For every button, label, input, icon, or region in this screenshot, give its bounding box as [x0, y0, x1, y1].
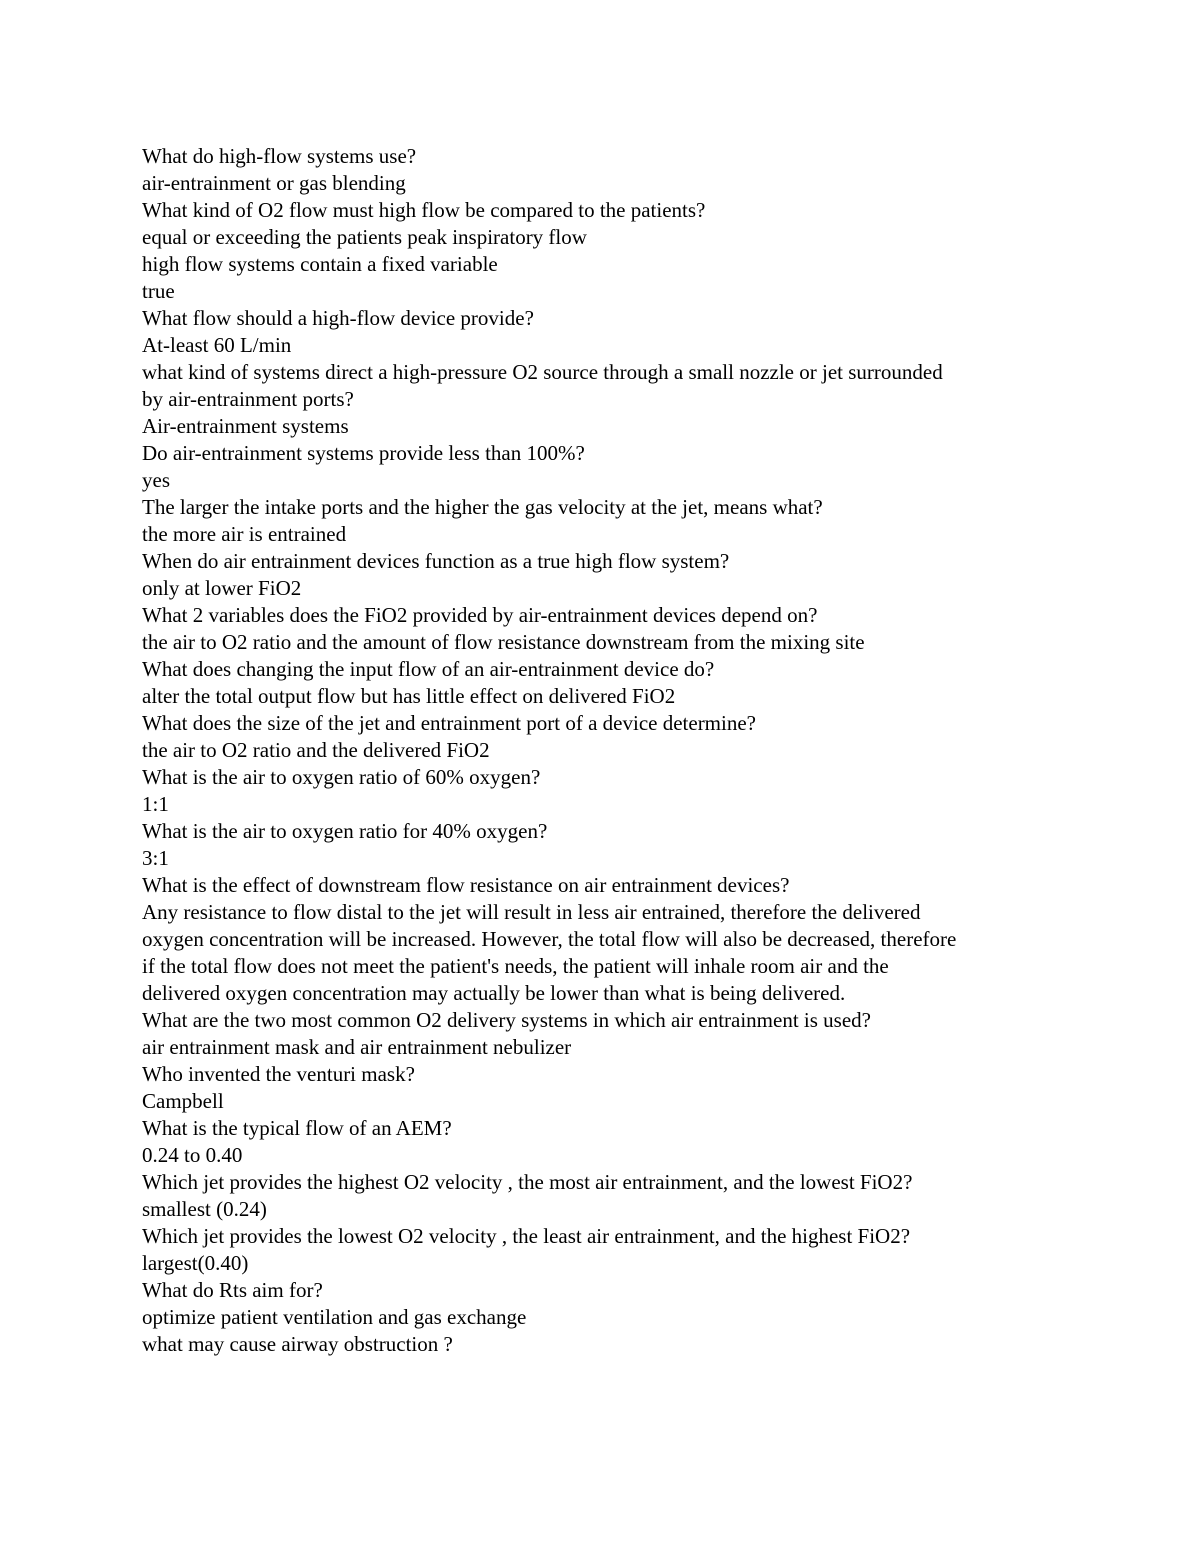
- text-line: what may cause airway obstruction ?: [142, 1332, 453, 1356]
- text-line: What are the two most common O2 delivery systems in which air entrainment is used?: [142, 1008, 871, 1032]
- text-line: Do air-entrainment systems provide less than 100%?: [142, 441, 585, 465]
- text-line: Any resistance to flow distal to the jet will result in less air entrained, therefore the delivered: [142, 900, 921, 924]
- text-line: optimize patient ventilation and gas exchange: [142, 1305, 527, 1329]
- text-line: high flow systems contain a fixed variable: [142, 252, 498, 276]
- text-line: What does changing the input flow of an air-entrainment device do?: [142, 657, 715, 681]
- text-line: Which jet provides the lowest O2 velocity , the least air entrainment, and the highest FiO2?: [142, 1224, 911, 1248]
- text-line: What is the typical flow of an AEM?: [142, 1116, 452, 1140]
- text-line: At-least 60 L/min: [142, 333, 292, 357]
- text-line: delivered oxygen concentration may actually be lower than what is being delivered.: [142, 981, 846, 1005]
- text-line: What is the air to oxygen ratio of 60% oxygen?: [142, 765, 541, 789]
- text-line: The larger the intake ports and the higher the gas velocity at the jet, means what?: [142, 495, 823, 519]
- text-line: Air-entrainment systems: [142, 414, 349, 438]
- text-line: the air to O2 ratio and the amount of flow resistance downstream from the mixing site: [142, 630, 865, 654]
- text-line: When do air entrainment devices function as a true high flow system?: [142, 549, 730, 573]
- text-line: air-entrainment or gas blending: [142, 171, 406, 195]
- text-line: 1:1: [142, 792, 169, 816]
- text-line: largest(0.40): [142, 1251, 249, 1275]
- text-line: Which jet provides the highest O2 velocity , the most air entrainment, and the lowest FiO2?: [142, 1170, 913, 1194]
- text-line: by air-entrainment ports?: [142, 387, 354, 411]
- text-line: What kind of O2 flow must high flow be compared to the patients?: [142, 198, 706, 222]
- text-line: What 2 variables does the FiO2 provided by air-entrainment devices depend on?: [142, 603, 818, 627]
- text-line: alter the total output flow but has little effect on delivered FiO2: [142, 684, 676, 708]
- text-line: the more air is entrained: [142, 522, 347, 546]
- text-line: yes: [142, 468, 170, 492]
- text-line: true: [142, 279, 175, 303]
- text-line: 0.24 to 0.40: [142, 1143, 243, 1167]
- document-body: [142, 143, 1072, 1358]
- text-line: if the total flow does not meet the patient's needs, the patient will inhale room air and the: [142, 954, 889, 978]
- text-line: What is the air to oxygen ratio for 40% oxygen?: [142, 819, 548, 843]
- text-line: 3:1: [142, 846, 169, 870]
- text-line: Who invented the venturi mask?: [142, 1062, 415, 1086]
- text-line: air entrainment mask and air entrainment nebulizer: [142, 1035, 572, 1059]
- text-line: What flow should a high-flow device provide?: [142, 306, 534, 330]
- text-line: What do Rts aim for?: [142, 1278, 323, 1302]
- text-line: smallest (0.24): [142, 1197, 267, 1221]
- text-line: equal or exceeding the patients peak inspiratory flow: [142, 225, 587, 249]
- text-line: only at lower FiO2: [142, 576, 302, 600]
- text-line: Campbell: [142, 1089, 224, 1113]
- text-line: What is the effect of downstream flow resistance on air entrainment devices?: [142, 873, 790, 897]
- text-line: what kind of systems direct a high-pressure O2 source through a small nozzle or jet surrounded: [142, 360, 943, 384]
- text-line: the air to O2 ratio and the delivered FiO2: [142, 738, 490, 762]
- text-line: What do high-flow systems use?: [142, 144, 417, 168]
- text-line: What does the size of the jet and entrainment port of a device determine?: [142, 711, 756, 735]
- text-line: oxygen concentration will be increased. However, the total flow will also be decreased, therefore: [142, 927, 957, 951]
